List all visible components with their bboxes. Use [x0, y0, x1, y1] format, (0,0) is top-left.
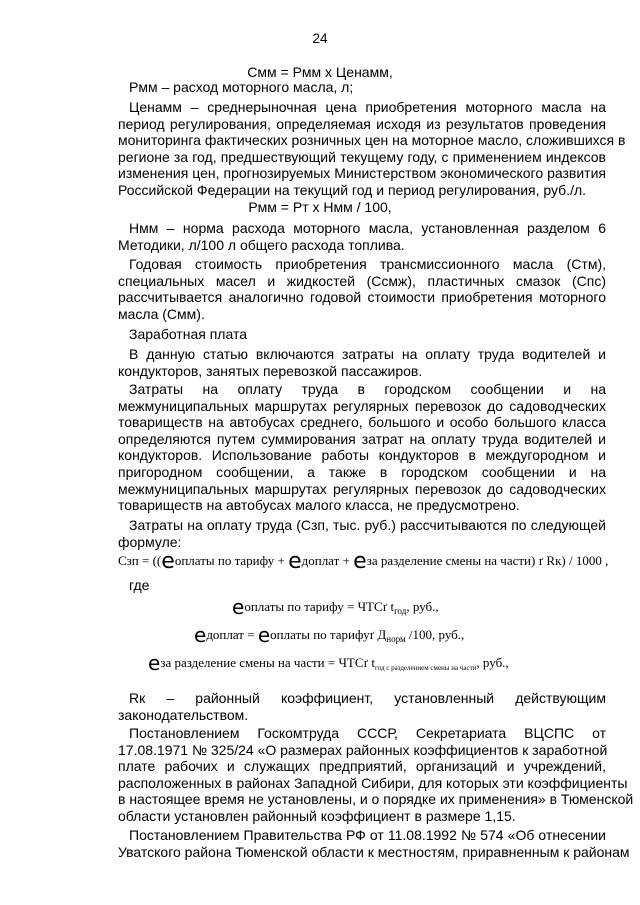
text-line: кондукторов. Использование работы кондукторов в междугородном и	[118, 447, 606, 464]
text-line: регионе за год, предшествующий текущему году, с применением индексов	[118, 148, 606, 165]
summation-symbol: е	[288, 549, 302, 574]
text-line: Постановлением Правительства РФ от 11.08.1992 № 574 «Об отнесении	[129, 827, 606, 843]
formula-subscript: год с разделением смены на части	[374, 664, 477, 672]
formula-operator: +	[339, 553, 354, 568]
text-line: специальных масел и жидкостей (Ссмж), пластичных смазок (Спс)	[118, 272, 606, 289]
formula-term: = ЧТСґ t	[343, 599, 395, 614]
text-line: плате рабочих и служащих предприятий, организаций и учреждений,	[118, 758, 606, 775]
formula-tail: , руб.,	[476, 655, 509, 670]
text-line: изменения цен, прогнозируемых Министерством экономического развития	[118, 165, 606, 182]
text-line: Российской Федерации на текущий год и период регулирования, руб./л.	[118, 182, 587, 198]
text-line: Годовая стоимость приобретения трансмиссионного масла (Стм),	[129, 256, 606, 272]
text-line: межмуниципальных маршрутах регулярных перевозок до садоводческих	[118, 397, 606, 414]
text-line: кондукторов, занятых перевозкой пассажиров.	[118, 362, 423, 379]
formula-cmm: Смм = Рмм х Ценамм,	[247, 64, 393, 80]
formula-surcharges	[194, 625, 464, 645]
summation-symbol: е	[257, 623, 271, 647]
text-line: товариществ на автобусах малого класса, не предусмотрено.	[118, 497, 520, 514]
text-line: рассчитывается аналогично годовой стоимости приобретения моторного	[118, 289, 606, 306]
formula-operator: +	[274, 553, 289, 568]
text-line: расположенных в районах Западной Сибири, для которых эти коэффициенты	[118, 774, 628, 791]
text-line: в настоящее время не установлены, и о порядке их применения» в Тюменской	[118, 791, 634, 808]
text-line: законодательством.	[118, 706, 249, 723]
summation-symbol: е	[148, 651, 161, 675]
text-line: масла (Смм).	[118, 305, 205, 322]
formula-term: доплат	[301, 553, 340, 568]
formula-term: оплаты по тарифу	[174, 553, 275, 568]
formula-tail: /100, руб.,	[405, 627, 465, 642]
text-line: В данную статью включаются затраты на оплату труда водителей и	[129, 346, 606, 362]
page-number: 24	[312, 31, 328, 46]
formula-lhs: Сзп	[118, 553, 139, 568]
text-line: Нмм – норма расхода моторного масла, установленная разделом 6	[129, 220, 606, 236]
text-line: товариществ на автобусах среднего, большого и особо большого класса	[118, 414, 606, 431]
formula-term: ґ Д	[369, 627, 387, 642]
summation-symbol: е	[353, 549, 367, 574]
summation-symbol: е	[161, 549, 175, 574]
summation-symbol: е	[194, 623, 207, 647]
text-line: области установлен районный коэффициент в размере 1,15.	[118, 808, 516, 824]
formula-term: оплаты по тарифу	[270, 627, 370, 642]
text-line: формуле:	[118, 533, 182, 550]
text-line: межмуниципальных маршрутах регулярных перевозок до садоводческих	[118, 480, 606, 497]
text-line: Постановлением Госкомтруда СССР, Секретариата ВЦСПС от	[129, 725, 606, 741]
formula-subscript: норм	[386, 634, 406, 644]
section-heading: Заработная плата	[129, 326, 247, 342]
formula-operator: =	[244, 627, 258, 642]
formula-subscript: год	[394, 606, 407, 616]
text-line: Ценамм – среднерыночная цена приобретения моторного масла на	[129, 99, 606, 115]
where-label: где	[129, 577, 150, 593]
text-line: Затраты на оплату труда в городском сообщении и на	[129, 381, 606, 397]
formula-term: за разделение смены на части	[366, 553, 532, 568]
formula-tariff-pay	[232, 597, 439, 617]
text-line: Rк – районный коэффициент, установленный действующим	[129, 690, 606, 706]
formula-operator: = ((	[138, 553, 162, 568]
formula-tail: , руб.,	[406, 599, 439, 614]
text-line: Уватского района Тюменской области к местностям, приравненным к районам	[118, 843, 630, 860]
text-line: пригородном сообщении, а также в городском сообщении и на	[118, 464, 606, 480]
formula-term: = ЧТСґ t	[324, 655, 375, 670]
text-line: Методики, л/100 л общего расхода топлива.	[118, 236, 405, 253]
text-line: Затраты на оплату труда (Сзп, тыс. руб.) рассчитываются по следующей	[129, 517, 606, 533]
formula-salary	[118, 551, 608, 573]
summation-symbol: е	[232, 595, 245, 619]
formula-term: доплат	[206, 627, 244, 642]
definition-pmm: Рмм – расход моторного масла, л;	[129, 79, 354, 95]
text-line: мониторинга фактических розничных цен на моторное масло, сложившихся в	[118, 132, 626, 149]
text-line: период регулирования, определяемая исходя из результатов проведения	[118, 115, 606, 132]
formula-term: оплаты по тарифу	[244, 599, 344, 614]
text-line: определяются путем суммирования затрат на оплату труда водителей и	[118, 430, 606, 447]
formula-tail: ) ґ Rк) / 1000 ,	[531, 553, 609, 568]
formula-split-shift	[148, 653, 509, 673]
formula-term: за разделение смены на части	[160, 655, 325, 670]
text-line: 17.08.1971 № 325/24 «О размерах районных коэффициентов к заработной	[118, 741, 608, 758]
formula-pmm: Рмм = Рт х Нмм / 100,	[248, 199, 392, 215]
